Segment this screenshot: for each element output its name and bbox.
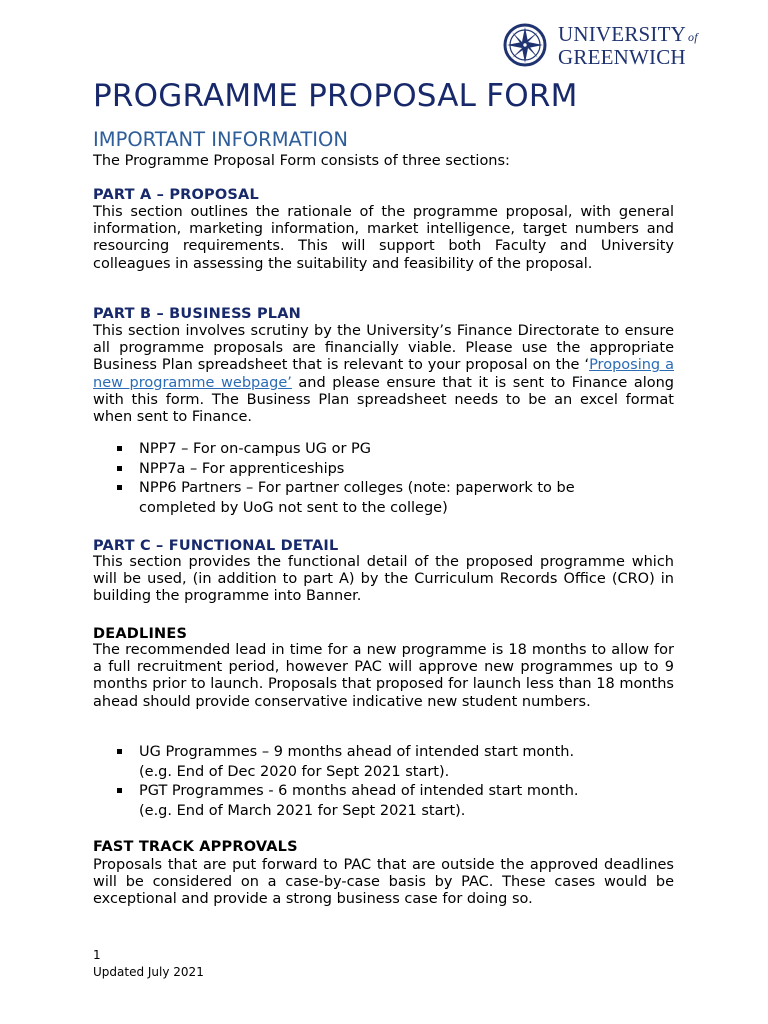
- compass-rose-logo-icon: [500, 22, 550, 68]
- page-number: 1: [93, 948, 101, 962]
- deadlines-heading: DEADLINES: [93, 626, 188, 642]
- part-a-text: This section outlines the rationale of the programme proposal, with general information, marketing information, market intelligence, target numbers and resourcing requirements. This will support both Faculty and University colleagues in assessing the suitability and feasibility of the proposal.: [93, 204, 674, 272]
- intro-text: The Programme Proposal Form consists of three sections:: [93, 153, 510, 169]
- list-item-continuation: completed by UoG not sent to the college): [139, 499, 448, 516]
- list-item-text: PGT Programmes - 6 months ahead of intended start month.: [139, 783, 579, 799]
- proposing-programme-link[interactable]: Proposing a new programme webpage’: [93, 357, 674, 391]
- list-item: [115, 440, 675, 460]
- list-item-text: NPP6 Partners – For partner colleges (note: paperwork to be: [139, 480, 575, 496]
- section-subtitle: IMPORTANT INFORMATION: [93, 128, 348, 151]
- part-a-heading: PART A – PROPOSAL: [93, 187, 259, 203]
- bullet-marker: [117, 788, 122, 793]
- bullet-marker: [117, 749, 122, 754]
- business-plan-list: [115, 440, 675, 518]
- list-item-text: UG Programmes – 9 months ahead of intended start month.: [139, 744, 575, 760]
- logo-wordmark: [558, 21, 698, 69]
- part-b-text-before: This section involves scrutiny by the University’s Finance Directorate to ensure all programme proposals are financially viable. Please use the appropriate Business Plan spreadsheet that is relevant to your proposal on the ‘: [93, 323, 674, 374]
- list-item: [115, 460, 675, 480]
- list-item: [115, 479, 675, 518]
- logo-line-greenwich: GREENWICH: [558, 44, 686, 69]
- bullet-marker: [117, 466, 122, 471]
- footer-updated: Updated July 2021: [93, 965, 204, 979]
- university-logo: [500, 22, 698, 68]
- bullet-marker: [117, 446, 122, 451]
- logo-line-university: UNIVERSITY: [558, 21, 686, 46]
- list-item-text: NPP7a – For apprenticeships: [139, 460, 345, 477]
- logo-of: of: [688, 29, 698, 44]
- fast-track-text: Proposals that are put forward to PAC that are outside the approved deadlines will be considered on a case-by-case basis by PAC. These cases would be exceptional and provide a strong business case for doing so.: [93, 857, 674, 908]
- list-item-example: (e.g. End of March 2021 for Sept 2021 start).: [139, 802, 466, 819]
- page-title: PROGRAMME PROPOSAL FORM: [93, 78, 578, 114]
- deadlines-text: The recommended lead in time for a new programme is 18 months to allow for a full recruitment period, however PAC will approve new programmes up to 9 months prior to launch. Proposals that proposed for launch less than 18 months ahead should provide conservative indicative new student numbers.: [93, 642, 674, 710]
- list-item: [115, 782, 675, 821]
- deadlines-list: [115, 743, 675, 821]
- part-c-text: This section provides the functional detail of the proposed programme which will be used, (in addition to part A) by the Curriculum Records Office (CRO) in building the programme into Banner.: [93, 554, 674, 605]
- part-b-heading: PART B – BUSINESS PLAN: [93, 306, 301, 322]
- fast-track-heading: FAST TRACK APPROVALS: [93, 839, 298, 855]
- bullet-marker: [117, 485, 122, 490]
- list-item-text: NPP7 – For on-campus UG or PG: [139, 441, 372, 457]
- part-b-text: [93, 323, 674, 426]
- part-b-text-after: and please ensure that it is sent to Finance along with this form. The Business Plan spreadsheet needs to be an excel format when sent to Finance.: [93, 374, 675, 426]
- list-item-example: (e.g. End of Dec 2020 for Sept 2021 start).: [139, 763, 450, 780]
- part-c-heading: PART C – FUNCTIONAL DETAIL: [93, 538, 339, 554]
- list-item: [115, 743, 675, 782]
